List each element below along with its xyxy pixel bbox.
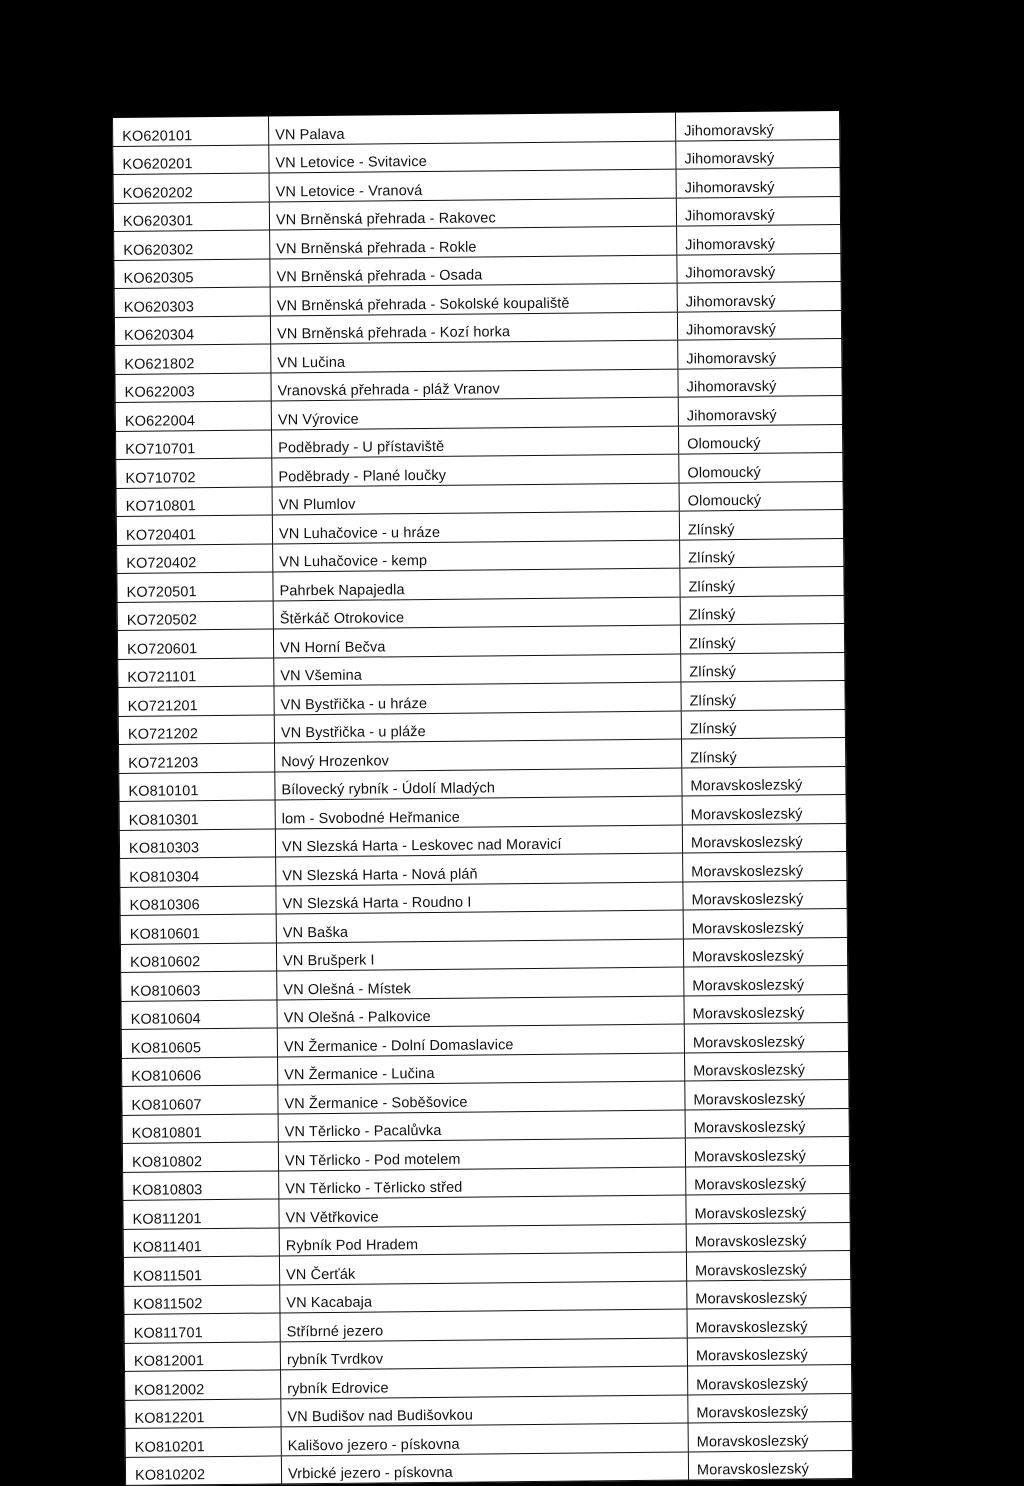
site-code-cell: KO810101 [119,771,275,801]
site-code-cell: KO811201 [123,1199,279,1229]
region-cell: Moravskoslezský [682,766,846,796]
site-name-cell: lom - Svobodné Heřmanice [275,796,682,828]
site-code-cell: KO810605 [121,1028,277,1058]
site-code-cell: KO620305 [114,258,270,288]
site-name-cell: VN Těrlicko - Pacalůvka [278,1110,685,1142]
site-name-cell: VN Těrlicko - Těrlicko střed [279,1167,686,1199]
region-cell: Jihomoravský [676,196,840,226]
site-code-cell: KO810201 [125,1427,281,1457]
site-code-cell: KO810603 [121,971,277,1001]
site-code-cell: KO710701 [116,429,272,459]
region-cell: Olomoucký [678,424,842,454]
region-cell: Moravskoslezský [686,1165,850,1195]
site-code-cell: KO812002 [125,1370,281,1400]
scanned-table-sheet [112,111,853,1486]
region-cell: Jihomoravský [675,111,839,141]
region-cell: Moravskoslezský [685,1108,849,1138]
site-code-cell: KO721201 [118,686,274,716]
site-code-cell: KO710702 [116,458,272,488]
site-name-cell: VN Bystřička - u hráze [274,682,681,714]
region-cell: Zlínský [681,680,845,710]
region-cell: Moravskoslezský [683,851,847,881]
site-code-cell: KO812001 [124,1341,280,1371]
region-cell: Jihomoravský [677,310,841,340]
site-code-cell: KO810304 [120,857,276,887]
site-name-cell: VN Brněnská přehrada - Rakovec [269,198,676,230]
site-name-cell: VN Baška [276,910,683,942]
site-name-cell: Kališovo jezero - pískovna [281,1423,688,1455]
site-code-cell: KO620101 [112,116,268,145]
region-cell: Moravskoslezský [687,1279,851,1309]
site-name-cell: VN Luhačovice - kemp [273,540,680,572]
site-code-cell: KO811502 [124,1284,280,1314]
region-cell: Moravskoslezský [688,1364,852,1394]
site-name-cell: Nový Hrozenkov [275,739,682,771]
region-cell: Zlínský [680,538,844,568]
site-code-cell: KO810303 [119,828,275,858]
site-name-cell: Poděbrady - U přístaviště [271,426,678,458]
region-cell: Zlínský [680,623,844,653]
region-cell: Moravskoslezský [684,965,848,995]
site-code-cell: KO720402 [117,543,273,573]
region-cell: Moravskoslezský [688,1393,852,1423]
region-cell: Moravskoslezský [682,823,846,853]
region-cell: Moravskoslezský [688,1450,852,1480]
site-name-cell: VN Palava [268,113,675,145]
site-name-cell: VN Čerťák [279,1252,686,1284]
site-code-cell: KO620301 [113,201,269,231]
site-code-cell: KO810301 [119,800,275,830]
site-name-cell: Bílovecký rybník - Údolí Mladých [275,768,682,800]
region-cell: Jihomoravský [676,168,840,198]
site-name-cell: VN Horní Bečva [273,625,680,657]
site-code-cell: KO810604 [121,999,277,1029]
region-cell: Moravskoslezský [682,794,846,824]
site-name-cell: VN Slezská Harta - Roudno I [276,882,683,914]
region-cell: Moravskoslezský [687,1336,851,1366]
site-code-cell: KO810602 [120,942,276,972]
site-name-cell: VN Budišov nad Budišovkou [281,1395,688,1427]
region-cell: Olomoucký [679,481,843,511]
site-name-cell: VN Luhačovice - u hráze [272,511,679,543]
region-cell: Jihomoravský [676,139,840,169]
region-cell: Moravskoslezský [683,880,847,910]
region-cell: Moravskoslezský [686,1222,850,1252]
site-code-cell: KO620304 [114,315,270,345]
site-code-cell: KO721202 [118,714,274,744]
region-cell: Jihomoravský [678,396,842,426]
region-cell: Moravskoslezský [684,1022,848,1052]
table-body [112,111,852,1485]
site-name-cell: VN Výrovice [271,397,678,429]
site-name-cell: rybník Edrovice [281,1366,688,1398]
site-code-cell: KO621802 [115,344,271,374]
site-code-cell: KO620202 [113,173,269,203]
site-code-cell: KO721101 [118,657,274,687]
site-name-cell: VN Brněnská přehrada - Sokolské koupaliště [270,283,677,315]
region-cell: Moravskoslezský [684,1051,848,1081]
region-cell: Moravskoslezský [686,1193,850,1223]
site-name-cell: VN Brušperk I [276,939,683,971]
site-name-cell: VN Všemina [274,654,681,686]
site-name-cell: VN Letovice - Svitavice [269,141,676,173]
site-name-cell: Vrbické jezero - pískovna [281,1452,688,1484]
site-code-cell: KO620201 [113,144,269,174]
site-name-cell: VN Plumlov [272,483,679,515]
site-name-cell: VN Olešná - Palkovice [277,996,684,1028]
site-name-cell: Poděbrady - Plané loučky [272,454,679,486]
site-name-cell: VN Těrlicko - Pod motelem [278,1138,685,1170]
site-name-cell: VN Olešná - Místek [277,967,684,999]
region-cell: Zlínský [679,509,843,539]
region-cell: Zlínský [680,566,844,596]
site-code-cell: KO812201 [125,1398,281,1428]
site-name-cell: VN Žermanice - Soběšovice [278,1081,685,1113]
site-code-cell: KO710801 [116,486,272,516]
site-code-cell: KO810202 [125,1455,281,1485]
site-code-cell: KO811701 [124,1313,280,1343]
site-name-cell: VN Slezská Harta - Nová pláň [276,853,683,885]
site-code-cell: KO810306 [120,885,276,915]
site-name-cell: VN Kacabaja [280,1281,687,1313]
site-name-cell: VN Letovice - Vranová [269,169,676,201]
site-code-cell: KO811401 [123,1227,279,1257]
table-row [125,1450,852,1485]
bathing-sites-table [112,111,853,1486]
site-name-cell: Rybník Pod Hradem [279,1224,686,1256]
site-code-cell: KO720501 [117,572,273,602]
site-code-cell: KO810803 [123,1170,279,1200]
site-code-cell: KO622003 [115,372,271,402]
site-code-cell: KO720401 [116,515,272,545]
site-name-cell: VN Žermanice - Lučina [278,1053,685,1085]
region-cell: Moravskoslezský [684,994,848,1024]
site-code-cell: KO810607 [122,1085,278,1115]
site-code-cell: KO622004 [115,401,271,431]
site-code-cell: KO721203 [119,743,275,773]
region-cell: Zlínský [681,737,845,767]
region-cell: Moravskoslezský [687,1307,851,1337]
site-code-cell: KO620303 [114,287,270,317]
region-cell: Jihomoravský [677,225,841,255]
region-cell: Moravskoslezský [683,908,847,938]
region-cell: Jihomoravský [677,253,841,283]
site-code-cell: KO720502 [117,600,273,630]
region-cell: Zlínský [680,595,844,625]
site-code-cell: KO811501 [123,1256,279,1286]
site-name-cell: Pahrbek Napajedla [273,568,680,600]
site-name-cell: Štěrkáč Otrokovice [273,597,680,629]
site-name-cell: VN Větřkovice [279,1195,686,1227]
region-cell: Zlínský [681,709,845,739]
region-cell: Moravskoslezský [686,1250,850,1280]
site-code-cell: KO810601 [120,914,276,944]
site-name-cell: VN Lučina [271,340,678,372]
site-code-cell: KO810802 [122,1142,278,1172]
site-name-cell: VN Slezská Harta - Leskovec nad Moravicí [275,825,682,857]
site-name-cell: rybník Tvrdkov [280,1338,687,1370]
site-name-cell: VN Žermanice - Dolní Domaslavice [277,1024,684,1056]
site-name-cell: Stříbrné jezero [280,1309,687,1341]
site-name-cell: VN Brněnská přehrada - Rokle [270,226,677,258]
region-cell: Moravskoslezský [685,1079,849,1109]
site-name-cell: VN Bystřička - u pláže [274,711,681,743]
region-cell: Moravskoslezský [683,937,847,967]
region-cell: Jihomoravský [678,367,842,397]
region-cell: Jihomoravský [677,282,841,312]
region-cell: Zlínský [681,652,845,682]
region-cell: Olomoucký [679,453,843,483]
region-cell: Moravskoslezský [688,1421,852,1451]
site-code-cell: KO810606 [122,1056,278,1086]
site-name-cell: VN Brněnská přehrada - Kozí horka [270,312,677,344]
site-name-cell: Vranovská přehrada - pláž Vranov [271,369,678,401]
site-code-cell: KO720601 [117,629,273,659]
region-cell: Moravskoslezský [685,1136,849,1166]
site-code-cell: KO620302 [114,230,270,260]
region-cell: Jihomoravský [678,339,842,369]
site-name-cell: VN Brněnská přehrada - Osada [270,255,677,287]
site-code-cell: KO810801 [122,1113,278,1143]
